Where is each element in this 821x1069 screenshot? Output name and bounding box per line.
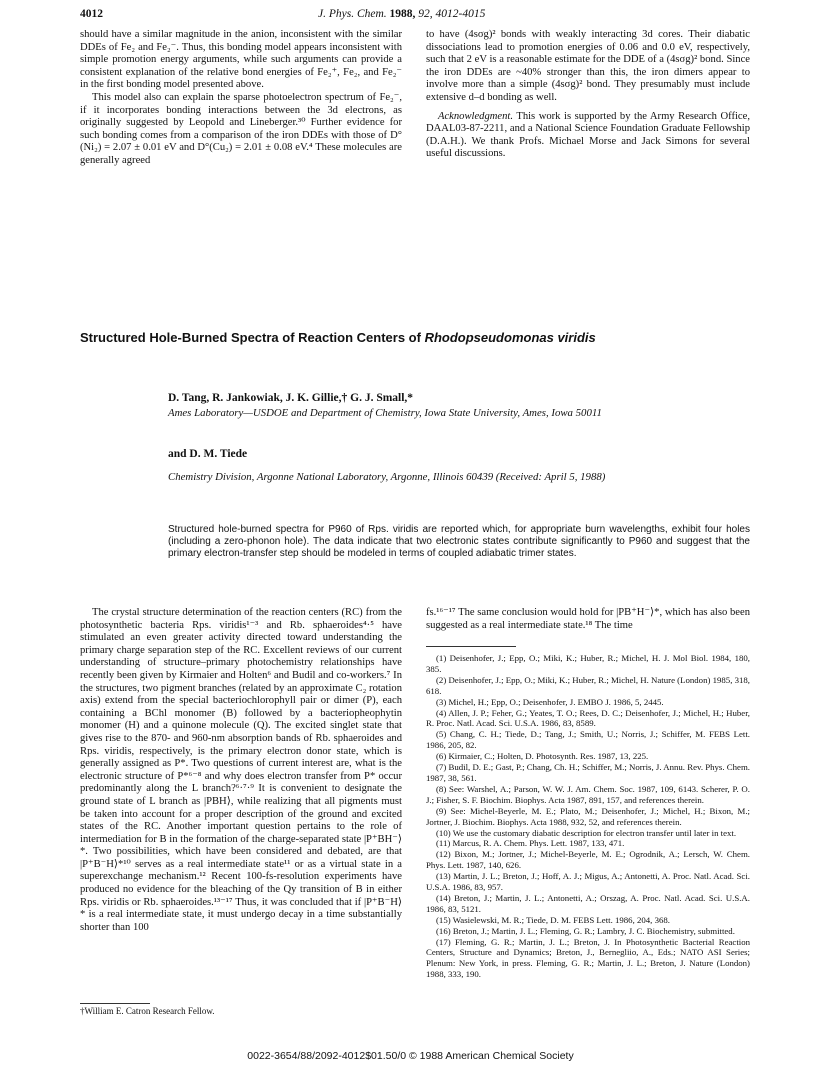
reference-item: (14) Breton, J.; Martin, J. L.; Antonetti, A.; Orszag, A. Proc. Natl. Acad. Sci. U.S.A. 1986, 83, 5121. xyxy=(426,892,750,914)
reference-item: (2) Deisenhofer, J.; Epp, O.; Miki, K.; Huber, R.; Michel, H. Nature (London) 1985, 318, 618. xyxy=(426,674,750,696)
article-title-species: Rhodopseudomonas viridis xyxy=(424,330,596,345)
reference-item: (3) Michel, H.; Epp, O.; Deisenhofer, J. EMBO J. 1986, 5, 2445. xyxy=(436,696,664,707)
reference-item: (6) Kirmaier, C.; Holten, D. Photosynth. Res. 1987, 13, 225. xyxy=(436,751,649,762)
reference-item: (10) We use the customary diabatic description for electron transfer until later in text. xyxy=(436,827,737,838)
journal-name: J. Phys. Chem. xyxy=(318,8,387,20)
reference-item: (5) Chang, C. H.; Tiede, D.; Tang, J.; Smith, U.; Norris, J.; Schiffer, M. FEBS Lett. 1986, 205, 82. xyxy=(426,729,750,751)
affiliation-1: Ames Laboratory—USDOE and Department of Chemistry, Iowa State University, Ames, Iowa 50011 xyxy=(168,407,602,419)
body-paragraph-2: fs.¹⁶⁻¹⁷ The same conclusion would hold for |PB⁺H⁻⟩*, which has also been suggested as a real intermediate state.¹⁸ The time xyxy=(426,607,750,631)
acknowledgment xyxy=(426,111,750,161)
reference-item: (9) See: Michel-Beyerle, M. E.; Plato, M.; Deisenhofer, J.; Michel, H.; Bixon, M.; Jortner, J. Biochim. Biophys. Acta 1988, 932, 52, and references therein. xyxy=(426,805,750,827)
prev-article-column-2 xyxy=(426,29,750,161)
running-header xyxy=(318,7,485,21)
author-list-1: D. Tang, R. Jankowiak, J. K. Gillie,† G. J. Small,* xyxy=(168,392,414,404)
acknowledgment-label: Acknowledgment. xyxy=(438,110,514,122)
journal-citation: 92, 4012-4015 xyxy=(418,8,486,20)
reference-item: (13) Martin, J. L.; Breton, J.; Hoff, A. J.; Migus, A.; Antonetti, A. Proc. Natl. Acad. Sci. U.S.A. 1986, 83, 957. xyxy=(426,871,750,893)
prev-article-column-1 xyxy=(80,29,402,168)
reference-item: (16) Breton, J.; Martin, J. L.; Fleming, G. R.; Lambry, J. C. Biochemistry, submitted. xyxy=(436,925,735,936)
abstract: Structured hole-burned spectra for P960 of Rps. viridis are reported which, for appropriate burn wavelengths, exhibit four holes (including a zero-phonon hole). The data indicate that two electronic states contribute significantly to P960 and suggest that the primary electron-transfer step should be modeled in terms of coupled adiabatic trimer states. xyxy=(168,524,750,560)
reference-item: (8) See: Warshel, A.; Parson, W. W. J. Am. Chem. Soc. 1987, 109, 6143. Scherer, P. O. J.; Fisher, S. F. Biochim. Biophys. Acta 1987, 891, 157, and references therein. xyxy=(426,783,750,805)
prev-paragraph-1: should have a similar magnitude in the anion, inconsistent with the similar DDEs of Fe₂ and Fe₂⁻. Thus, this bonding model appears inconsistent with simple promotion energy arguments, while such arguments can provide a consistent explanation of the relative bond energies of Fe₂⁺, Fe₂, and Fe₂⁻ in the first bonding model presented above. xyxy=(80,29,402,91)
article-title xyxy=(80,330,760,346)
footnote: †William E. Catron Research Fellow. xyxy=(80,1006,215,1016)
body-column-2 xyxy=(426,607,750,632)
prev-paragraph-2: This model also can explain the sparse photoelectron spectrum of Fe₂⁻, if it incorporates bonding interactions between the 3d electrons, as originally suggested by Leopold and Lineberger.³⁰ Further evidence for such bonding comes from a comparison of the iron DDEs with those of D°(Ni₂) = 2.07 ± 0.01 eV and D°(Cu₂) = 2.01 ± 0.08 eV.⁴ These molecules are generally agreed xyxy=(80,91,402,166)
article-title-text: Structured Hole-Burned Spectra of Reaction Centers of xyxy=(80,330,425,345)
reference-item: (1) Deisenhofer, J.; Epp, O.; Miki, K.; Huber, R.; Michel, H. J. Mol Biol. 1984, 180, 385. xyxy=(426,653,750,674)
references-rule xyxy=(426,646,516,647)
body-paragraph-1: The crystal structure determination of the reaction centers (RC) from the photosynthetic bacteria Rps. viridis¹⁻³ and Rb. sphaeroides⁴·⁵ have stimulated an even greater activity directed toward understanding the primary charge separation step of the RC. Excellent reviews of our current understanding of structure–primary photochemistry relationships have recently been given by Kirmaier and Holten⁶ and Budil and co-workers.⁷ In the structures, two pigment branches (related by an approximate C₂ rotation axis) extend from the special bacteriochlorophyll pair or dimer (P), each containing a BChl monomer (B) followed by a bacteriopheophytin monomer (H) and a quinone molecule (Q). The excited singlet state that gives rise to the 870- and 960-nm absorption bands of Rb. sphaeroides and Rps. viridis, respectively, is the primary electron donor state, which is generally assigned as P*. Two questions of current interest are, what is the electronic structure of P*⁶⁻⁸ and why does electron transfer from P* occur predominantly along the L branch?⁶·⁷·⁹ It is convenient to designate the ground state of L branch as |PBH⟩, while realizing that all pigments must be taken into account for a proper description of the ground and excited states of the RC. Another important question pertains to the role of intermediation for B in the formation of the charge-separated state |P⁺BH⁻⟩*. Two possibilities, which have been considered and debated, are that |P⁺B⁻H⟩*¹⁰ serves as a real intermediate state¹¹ or as a virtual state in a superexchange mechanism.¹² Recent 100-fs-resolution experiments have produced no evidence for the bleaching of the Qy transition of B in either Rps. viridis or Rb. sphaeroides.¹³⁻¹⁷ Thus, it was concluded that if |P⁺B⁻H⟩* is a real intermediate state, it must undergo decay in a time substantially shorter than 100 xyxy=(80,607,402,933)
references xyxy=(426,653,750,980)
reference-item: (7) Budil, D. E.; Gast, P.; Chang, Ch. H.; Schiffer, M.; Norris, J. Annu. Rev. Phys. Chem. 1987, 38, 561. xyxy=(426,762,750,783)
footnote-rule xyxy=(80,1003,150,1004)
prev-paragraph-3: to have (4sσg)² bonds with weakly interacting 3d cores. Their diabatic dissociations lead to promotion energies of 0.06 and 0.0 eV, respectively, such that 2 eV is a reasonable estimate for the DDE of a (4sσg)² bond. Since the iron DDEs are ~40% stronger than this, the iron dimers appear to involve more than a simple (4sσg)² bond. They presumably must include extensive d–d bonding as well. xyxy=(426,29,750,103)
page-footer: 0022-3654/88/2092-4012$01.50/0 © 1988 American Chemical Society xyxy=(247,1050,574,1062)
reference-item: (11) Marcus, R. A. Chem. Phys. Lett. 1987, 133, 471. xyxy=(436,838,625,849)
author-list-2: and D. M. Tiede xyxy=(168,448,248,460)
reference-item: (17) Fleming, G. R.; Martin, J. L.; Breton, J. In Photosynthetic Bacterial Reaction Centers, Structure and Dynamics; Breton, J., Bernegliio, A., Eds.; NATO ASI Series; Plenum: New York, in press. Fleming, G. R.; Martin, J. L.; Breton, J. Nature (London) 1988, 333, 190. xyxy=(426,936,750,980)
reference-item: (4) Allen, J. P.; Feher, G.; Yeates, T. O.; Rees, D. C.; Deisenhofer, J.; Michel, H.; Huber, R. Proc. Natl. Acad. Sci. U.S.A. 1986, 83, 8589. xyxy=(426,707,750,729)
affiliation-2: Chemistry Division, Argonne National Laboratory, Argonne, Illinois 60439 (Received: April 5, 1988) xyxy=(168,471,606,483)
journal-year: 1988, xyxy=(389,8,416,20)
reference-item: (15) Wasielewski, M. R.; Tiede, D. M. FEBS Lett. 1986, 204, 368. xyxy=(436,914,670,925)
body-column-1 xyxy=(80,607,402,934)
reference-item: (12) Bixon, M.; Jortner, J.; Michel-Beyerle, M. E.; Ogrodnik, A.; Lersch, W. Chem. Phys. Lett. 1987, 140, 626. xyxy=(426,849,750,871)
acknowledgment-text: This work is supported by the Army Research Office, DAAL03-87-2211, and a National Science Foundation Graduate Fellowship (D.A.H.). We thank Profs. Michael Morse and Jack Simons for several useful discussions. xyxy=(426,110,750,160)
page-number: 4012 xyxy=(80,8,103,20)
